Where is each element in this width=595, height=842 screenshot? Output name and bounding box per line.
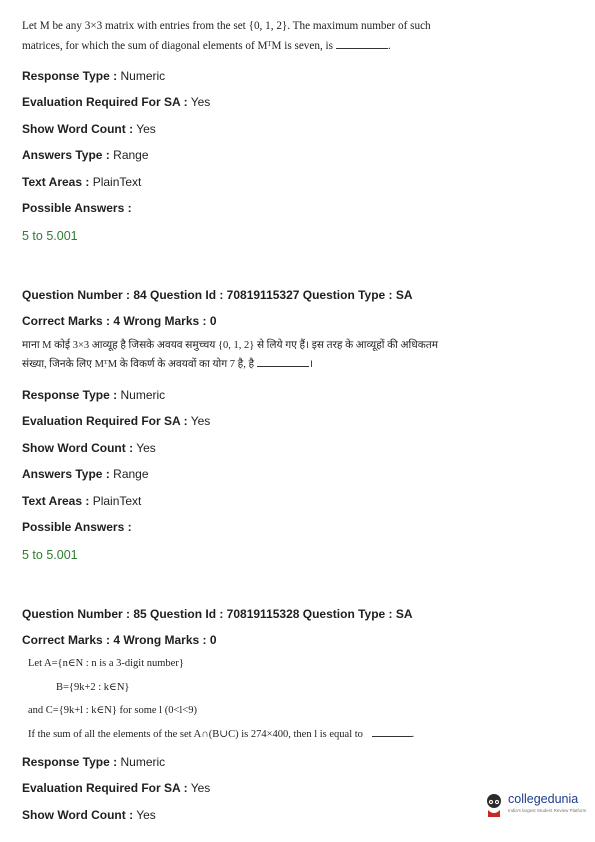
q85-text-line4: If the sum of all the elements of the set A∩(B∪C) is 274×400, then l is equal to . <box>28 729 415 740</box>
q84-text-areas: Text Areas : PlainText <box>22 494 142 508</box>
answer-blank <box>257 357 309 367</box>
answer-blank <box>372 727 412 737</box>
mascot-icon <box>482 792 506 818</box>
q84-possible-answers: Possible Answers : <box>22 520 132 534</box>
q85-header: Question Number : 85 Question Id : 70819115328 Question Type : SA <box>22 607 413 621</box>
q84-evaluation-required: Evaluation Required For SA : Yes <box>22 414 211 428</box>
q83-answers-type: Answers Type : Range <box>22 148 149 162</box>
logo-tagline: India's largest Student Review Platform <box>508 808 587 813</box>
q83-text-line2: matrices, for which the sum of diagonal elements of MᵀM is seven, is . <box>22 40 391 52</box>
q84-header: Question Number : 84 Question Id : 70819115327 Question Type : SA <box>22 288 413 302</box>
q85-show-word-count: Show Word Count : Yes <box>22 808 156 822</box>
q83-show-word-count: Show Word Count : Yes <box>22 122 156 136</box>
q84-answers-type: Answers Type : Range <box>22 467 149 481</box>
q84-text-line1: माना M कोई 3×3 आव्यूह है जिसके अवयव समुच्चय {0, 1, 2} से लिये गए हैं। इस तरह के आव्यूहों की अधिकतम <box>22 340 439 351</box>
q83-text-line1: Let M be any 3×3 matrix with entries from the set {0, 1, 2}. The maximum number of such <box>22 20 431 32</box>
q85-text-line3: and C={9k+l : k∈N} for some l (0<l<9) <box>28 705 197 716</box>
q83-evaluation-required: Evaluation Required For SA : Yes <box>22 95 211 109</box>
q83-response-type: Response Type : Numeric <box>22 69 166 83</box>
q84-response-type: Response Type : Numeric <box>22 388 166 402</box>
q84-answer-range: 5 to 5.001 <box>22 548 78 562</box>
q85-text-line2: B={9k+2 : k∈N} <box>56 682 130 693</box>
q85-response-type: Response Type : Numeric <box>22 755 166 769</box>
q83-text-areas: Text Areas : PlainText <box>22 175 142 189</box>
q85-text-line1: Let A={n∈N : n is a 3-digit number} <box>28 658 184 669</box>
q85-marks: Correct Marks : 4 Wrong Marks : 0 <box>22 633 217 647</box>
answer-blank <box>336 39 388 49</box>
q84-text-line2: संख्या, जिनके लिए MᵀM के विकर्ण के अवयवों का योग 7 है, है । <box>22 359 314 370</box>
logo-wordmark: collegedunia <box>508 792 579 806</box>
q85-evaluation-required: Evaluation Required For SA : Yes <box>22 781 211 795</box>
q84-marks: Correct Marks : 4 Wrong Marks : 0 <box>22 314 217 328</box>
collegedunia-logo <box>482 790 592 820</box>
q83-possible-answers: Possible Answers : <box>22 201 132 215</box>
q84-show-word-count: Show Word Count : Yes <box>22 441 156 455</box>
q83-answer-range: 5 to 5.001 <box>22 229 78 243</box>
